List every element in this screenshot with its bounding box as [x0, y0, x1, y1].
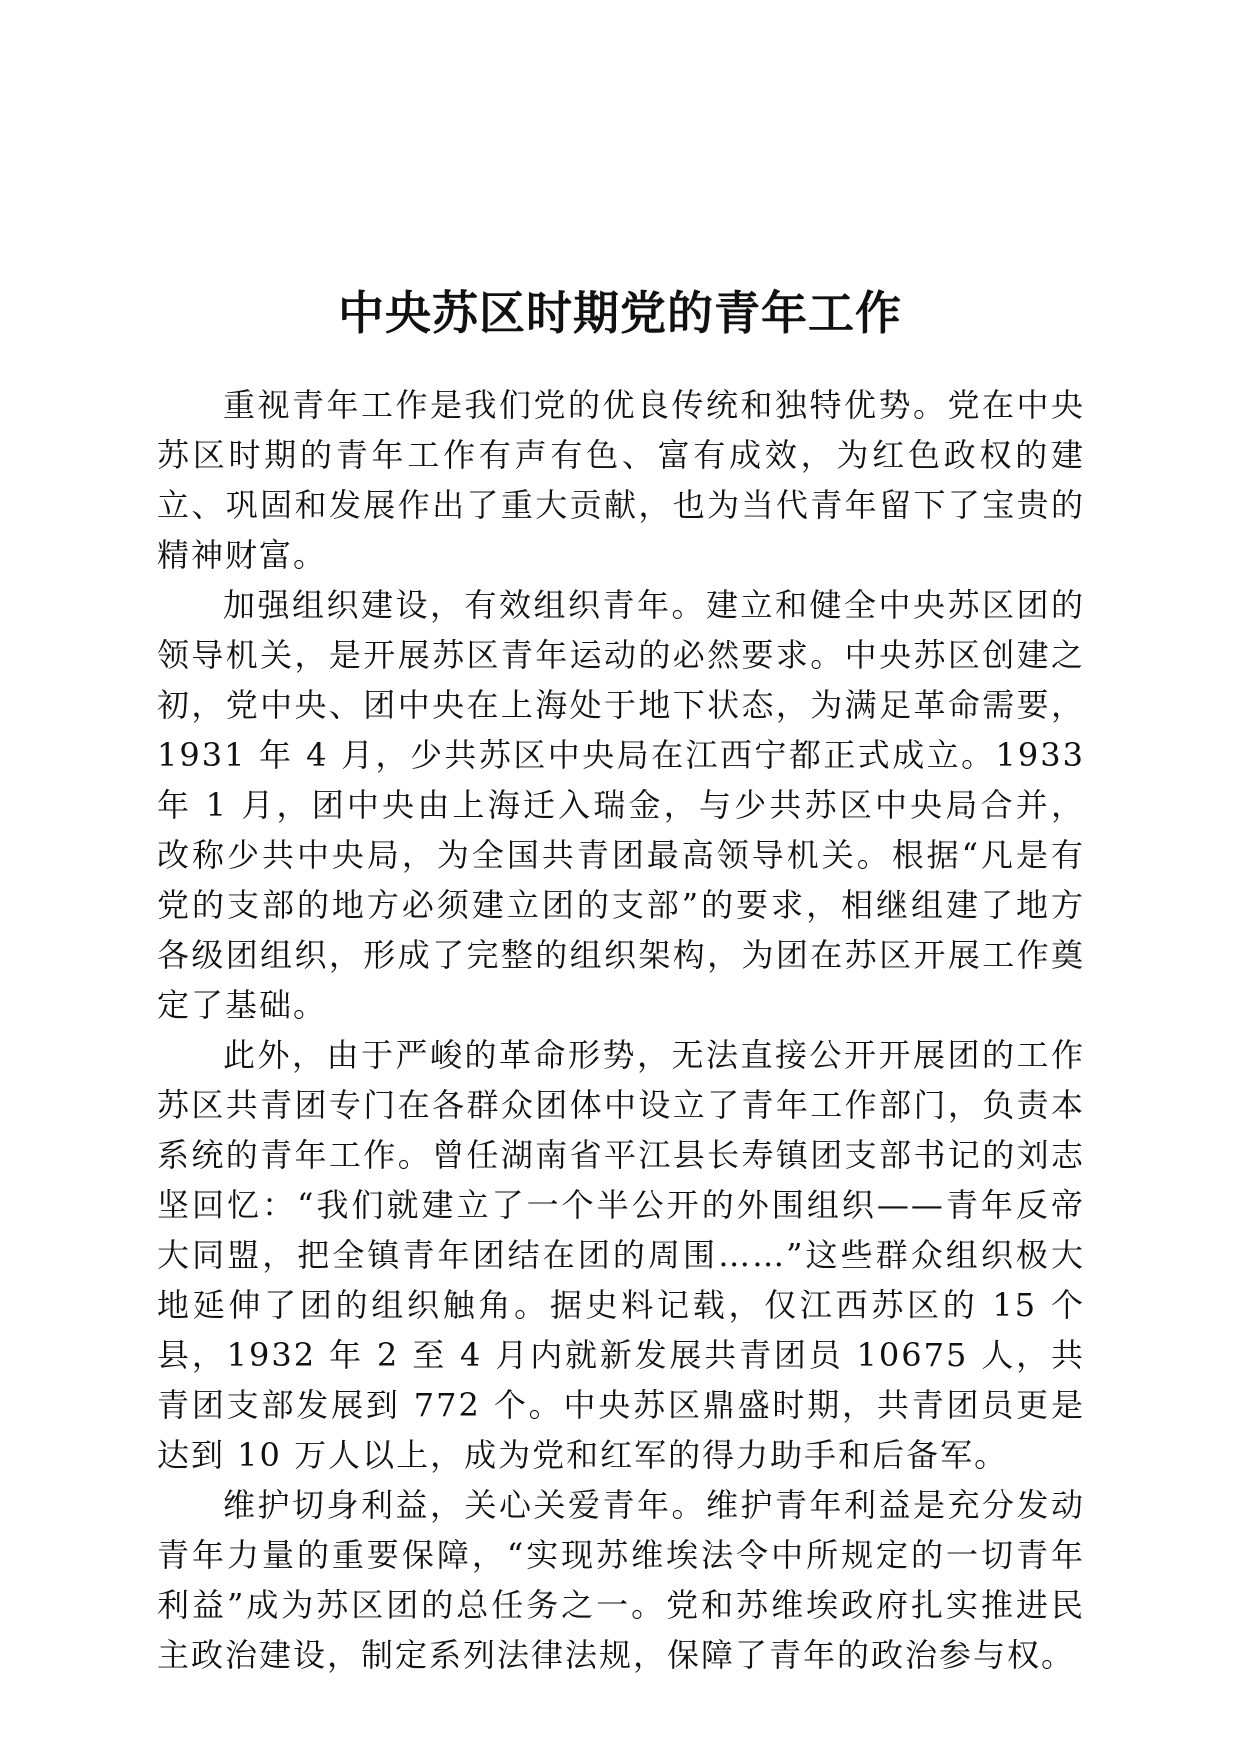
paragraph: 维护切身利益，关心关爱青年。维护青年利益是充分发动青年力量的重要保障，“实现苏维埃法令中所规定的一切青年利益”成为苏区团的总任务之一。党和苏维埃政府扎实推进民主政治建设，制定系列法律法规，保障了青年的政治参与权。: [157, 1486, 1085, 1674]
paragraph: 重视青年工作是我们党的优良传统和独特优势。党在中央苏区时期的青年工作有声有色、富有成效，为红色政权的建立、巩固和发展作出了重大贡献，也为当代青年留下了宝贵的精神财富。: [157, 386, 1085, 574]
document-title: 中央苏区时期党的青年工作: [338, 285, 902, 340]
paragraph: 此外，由于严峻的革命形势，无法直接公开开展团的工作苏区共青团专门在各群众团体中设立了青年工作部门，负责本系统的青年工作。曾任湖南省平江县长寿镇团支部书记的刘志坚回忆：“我们就建立了一个半公开的外围组织——青年反帝大同盟，把全镇青年团结在团的周围……”这些群众组织极大地延伸了团的组织触角。据史料记载，仅江西苏区的 15 个县，1932 年 2 至 4 月内就新发展共青团员 10675 人，共青团支部发展到 772 个。中央苏区鼎盛时期，共青团员更是达到 10 万人以上，成为党和红军的得力助手和后备军。: [157, 1036, 1085, 1474]
paragraph: 加强组织建设，有效组织青年。建立和健全中央苏区团的领导机关，是开展苏区青年运动的必然要求。中央苏区创建之初，党中央、团中央在上海处于地下状态，为满足革命需要，1931 年 4 月，少共苏区中央局在江西宁都正式成立。1933 年 1 月，团中央由上海迁入瑞金，与少共苏区中央局合并，改称少共中央局，为全国共青团最高领导机关。根据“凡是有党的支部的地方必须建立团的支部”的要求，相继组建了地方各级团组织，形成了完整的组织架构，为团在苏区开展工作奠定了基础。: [157, 586, 1085, 1024]
document-body: [157, 380, 1085, 1680]
